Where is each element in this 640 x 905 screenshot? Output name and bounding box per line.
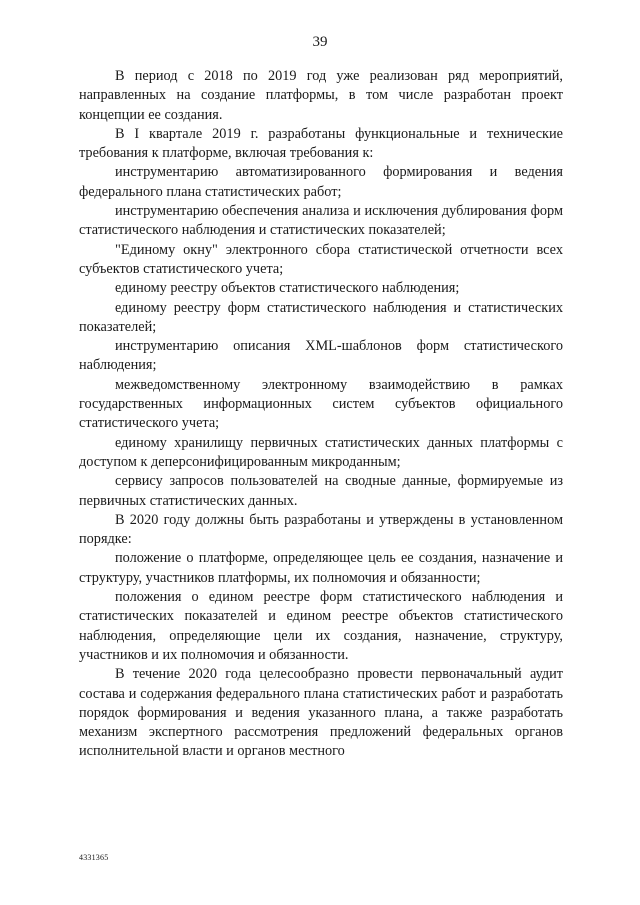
body-text [79,67,563,762]
paragraph-2020-audit: В течение 2020 года целесообразно провести первоначальный аудит состава и содержания федерального плана статистических работ и разработать порядок формирования и ведения указанного плана, а также разработать механизм экспертного рассмотрения предложений федеральных органов исполнительной власти и органов местного [79,666,563,760]
document-code: 4331365 [79,853,109,862]
list-item-interagency-exchange: межведомственному электронному взаимодействию в рамках государственных информационных систем субъектов официального статистического учета; [79,376,563,432]
list-item-query-service: сервису запросов пользователей на сводные данные, формируемые из первичных статистических данных. [79,473,563,509]
list-item-platform-regulation: положение о платформе, определяющее цель ее создания, назначение и структуру, участников платформы, их полномочия и обязанности; [79,550,563,586]
paragraph-platform-period: В период с 2018 по 2019 год уже реализован ряд мероприятий, направленных на создание платформы, в том числе разработан проект концепции ее создания. [79,68,563,123]
list-item-single-window: "Единому окну" электронного сбора статистической отчетности всех субъектов статистического учета; [79,241,563,277]
list-item-forms-registry: единому реестру форм статистического наблюдения и статистических показателей; [79,299,563,335]
list-item-xml-templates: инструментарию описания XML-шаблонов форм статистического наблюдения; [79,338,563,374]
page-number: 39 [312,34,328,50]
list-item-registry-regulations: положения о едином реестре форм статистического наблюдения и статистических показателей и едином реестре объектов статистического наблюдения, определяющие цели их создания, назначение, структуру, участников и их полномочия и обязанности. [79,589,563,663]
list-item-data-warehouse: единому хранилищу первичных статистических данных платформы с доступом к деперсонифицированным микроданным; [79,434,563,470]
list-item-federal-plan-tools: инструментарию автоматизированного формирования и ведения федерального плана статистических работ; [79,164,563,200]
paragraph-requirements-intro: В I квартале 2019 г. разработаны функциональные и технические требования к платформе, включая требования к: [79,125,563,162]
list-item-duplication-analysis: инструментарию обеспечения анализа и исключения дублирования форм статистического наблюдения и статистических показателей; [79,203,563,239]
list-item-objects-registry: единому реестру объектов статистического наблюдения; [115,280,460,297]
paragraph-2020-approval: В 2020 году должны быть разработаны и утверждены в установленном порядке: [79,511,563,548]
